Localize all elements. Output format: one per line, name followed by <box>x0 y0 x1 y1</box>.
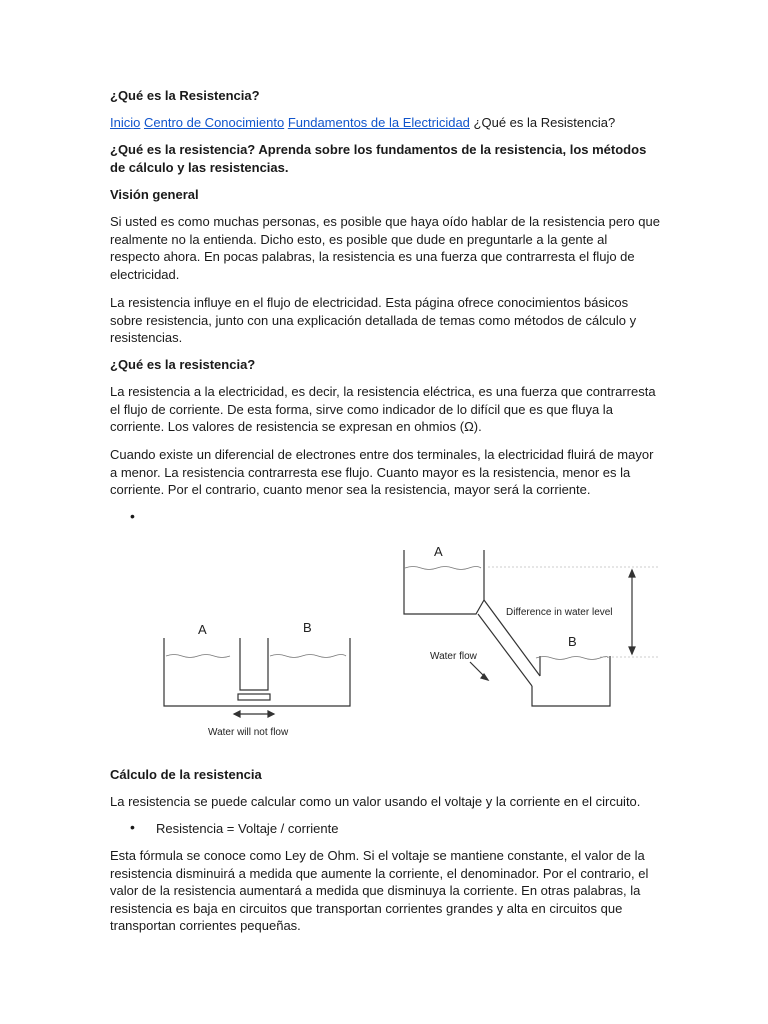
formula: Resistencia = Voltaje / corriente <box>156 821 339 836</box>
breadcrumb-link-centro[interactable]: Centro de Conocimiento <box>143 115 285 130</box>
paragraph-1: Si usted es como muchas personas, es posible que haya oído hablar de la resistencia pero que realmente no la entienda. Dicho esto, es posible que dude en preguntarle a la gente al respecto ahora. En pocas palabras, la resistencia es una fuerza que contrarresta el flujo de electricidad. <box>110 214 660 282</box>
right-label-a: A <box>434 544 443 559</box>
left-label-b: B <box>303 620 312 635</box>
breadcrumb-link-inicio[interactable]: Inicio <box>110 115 141 130</box>
doc-title: ¿Qué es la Resistencia? <box>110 88 260 103</box>
intro-text: ¿Qué es la resistencia? Aprenda sobre los fundamentos de la resistencia, los métodos de cálculo y las resistencias. <box>110 142 647 175</box>
right-label-b: B <box>568 634 577 649</box>
paragraph-4: Cuando existe un diferencial de electrones entre dos terminales, la electricidad fluirá de mayor a menor. La resistencia contrarresta ese flujo. Cuanto mayor es la resistencia, menor es la corriente. Por el contrario, cuanto menor sea la resistencia, mayor será la corriente. <box>110 447 654 497</box>
right-flow-label: Water flow <box>430 651 477 662</box>
left-caption: Water will not flow <box>208 727 289 738</box>
paragraph-6: Esta fórmula se conoce como Ley de Ohm. Si el voltaje se mantiene constante, el valor de la resistencia disminuirá a medida que aumente la corriente, el denominador. Por el contrario, el valor de la resistencia aumentará a medida que disminuya la corriente. En otras palabras, la resistencia es baja en circuitos que transportan corrientes grandes y alta en circuitos que transportan corrientes pequeñas. <box>110 848 649 933</box>
paragraph-3: La resistencia a la electricidad, es decir, la resistencia eléctrica, es una fuerza que contrarresta el flujo de corriente. De esta forma, sirve como indicador de lo difícil que es que fluya la corriente. Los valores de resistencia se expresan en ohmios (Ω). <box>110 384 656 434</box>
empty-bullet: • <box>130 508 135 524</box>
breadcrumb <box>110 114 660 132</box>
right-tanks-diagram <box>404 550 660 706</box>
breadcrumb-current: ¿Qué es la Resistencia? <box>473 115 616 130</box>
left-tanks-diagram <box>164 638 350 717</box>
breadcrumb-link-fundamentos[interactable]: Fundamentos de la Electricidad <box>287 115 470 130</box>
heading-overview: Visión general <box>110 187 199 202</box>
left-label-a: A <box>198 622 207 637</box>
formula-bullet: • <box>130 819 135 835</box>
heading-what-is: ¿Qué es la resistencia? <box>110 357 256 372</box>
paragraph-5: La resistencia se puede calcular como un valor usando el voltaje y la corriente en el circuito. <box>110 794 641 809</box>
right-level-label: Difference in water level <box>506 607 613 618</box>
paragraph-2: La resistencia influye en el flujo de electricidad. Esta página ofrece conocimientos básicos sobre resistencia, junto con una explicación detallada de temas como métodos de cálculo y resistencias. <box>110 295 637 345</box>
heading-calc: Cálculo de la resistencia <box>110 767 262 782</box>
